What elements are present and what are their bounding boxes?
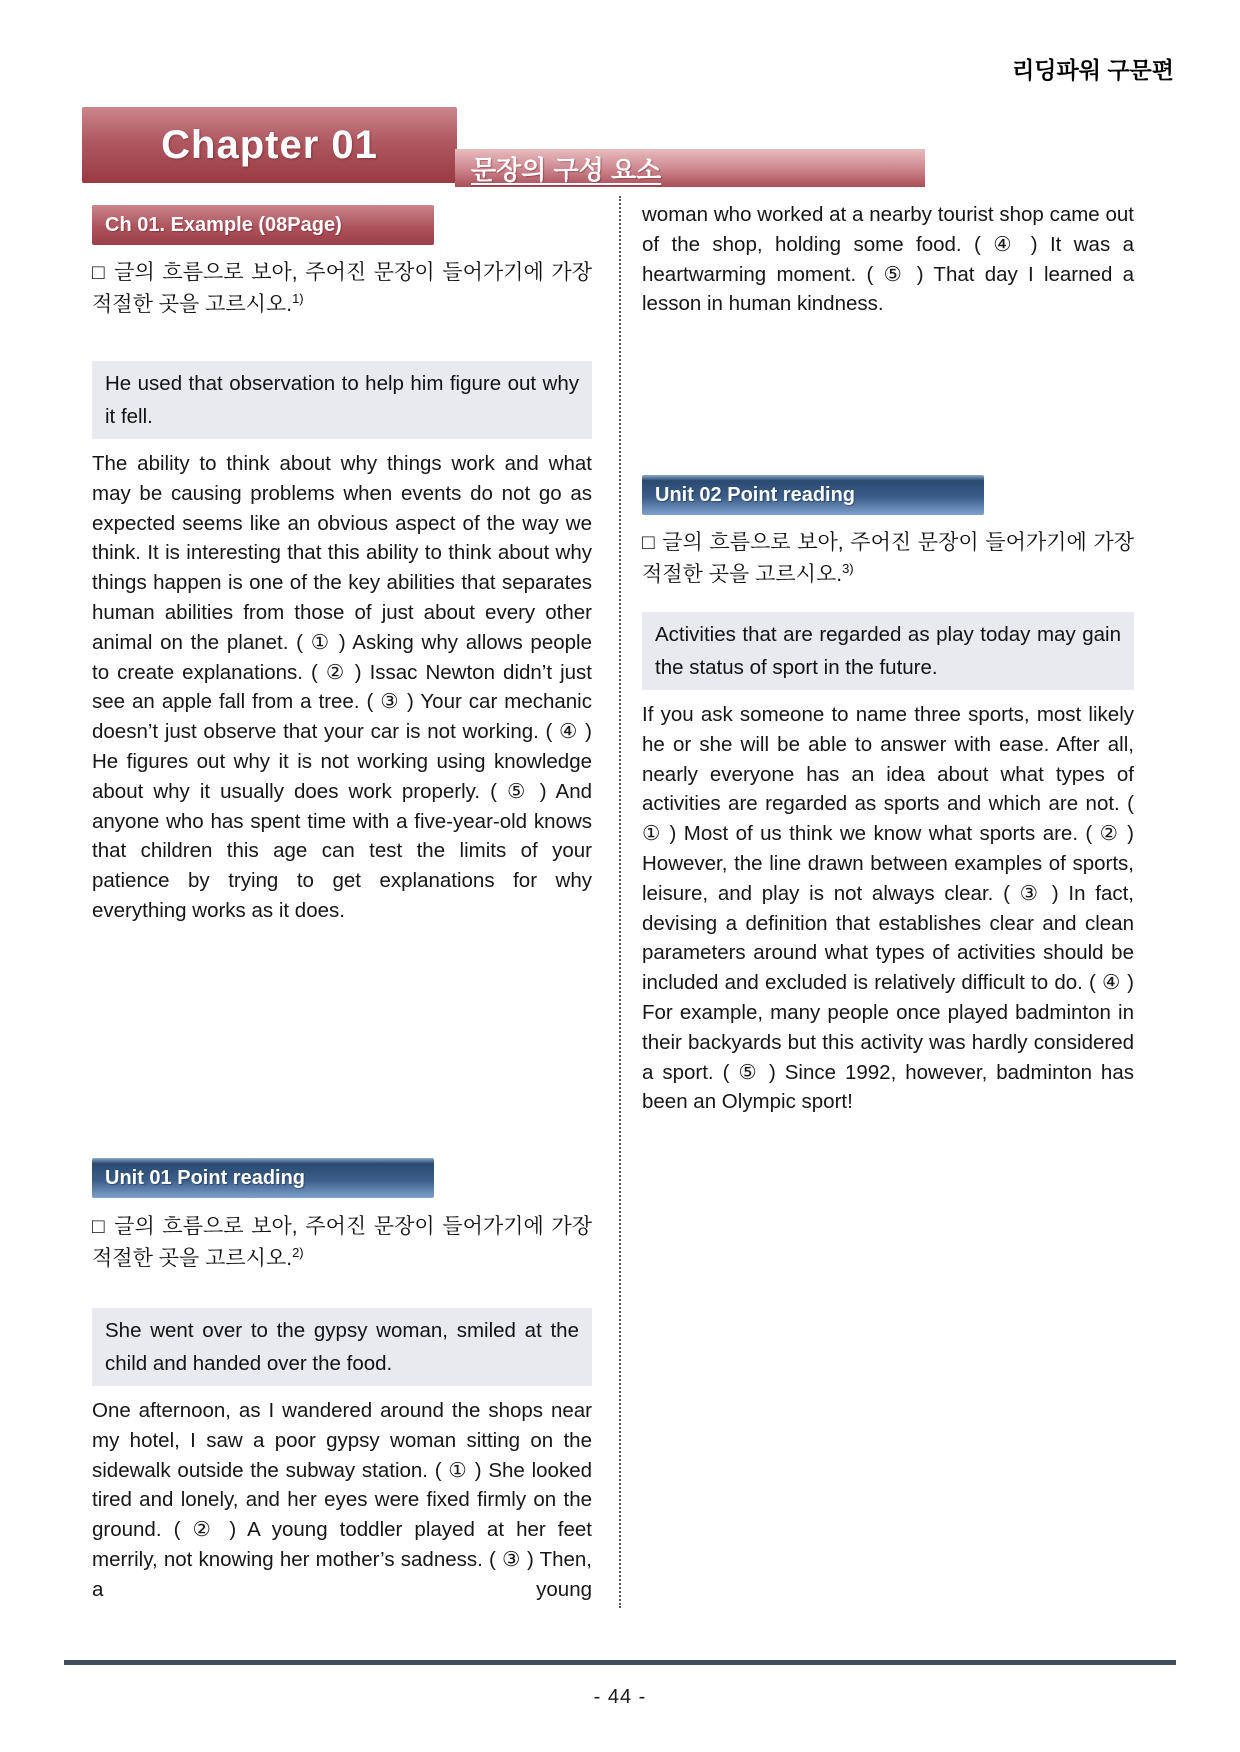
chapter-subtitle: 문장의 구성 요소 xyxy=(471,154,662,185)
unit01-section-header-label: Unit 01 Point reading xyxy=(105,1166,306,1189)
example-instruction-note: 1) xyxy=(292,291,304,306)
unit01-passage-continued: woman who worked at a nearby tourist shop came out of the shop, holding some food. ( ④ ) It was a heartwarming moment. ( ⑤ ) That day I learned a lesson in human kindness. xyxy=(642,203,1134,316)
unit02-given-sentence: Activities that are regarded as play today may gain the status of sport in the future. xyxy=(655,623,1121,679)
unit01-given-sentence: She went over to the gypsy woman, smiled at the child and handed over the food. xyxy=(105,1319,579,1375)
footer-rule xyxy=(64,1660,1176,1665)
column-divider xyxy=(619,196,621,1608)
unit02-given-sentence-box xyxy=(642,612,1134,690)
unit01-instruction xyxy=(92,1211,592,1275)
unit01-instruction-text: □ 글의 흐름으로 보아, 주어진 문장이 들어가기에 가장 적절한 곳을 고르시오. xyxy=(92,1215,592,1270)
unit02-instruction-text: □ 글의 흐름으로 보아, 주어진 문장이 들어가기에 가장 적절한 곳을 고르시오. xyxy=(642,531,1134,586)
chapter-subtitle-banner xyxy=(455,149,925,187)
example-instruction-text: □ 글의 흐름으로 보아, 주어진 문장이 들어가기에 가장 적절한 곳을 고르시오. xyxy=(92,261,592,316)
unit01-passage-left: One afternoon, as I wandered around the shops near my hotel, I saw a poor gypsy woman sitting on the sidewalk outside the subway station. ( ① ) She looked tired and lonely, and her eyes were fixed firmly on the ground. ( ② ) A young toddler played at her feet merrily, not knowing her mother’s sadness. ( ③ ) Then, a young xyxy=(92,1399,592,1601)
unit01-given-sentence-box xyxy=(92,1308,592,1386)
example-section-header xyxy=(92,205,434,245)
unit01-section-header xyxy=(92,1158,434,1198)
unit02-section-header-label: Unit 02 Point reading xyxy=(655,483,856,506)
unit02-passage: If you ask someone to name three sports, most likely he or she will be able to answer with ease. After all, nearly everyone has an idea about what types of activities are regarded as sports and which are not. ( ① ) Most of us think we know what sports are. ( ② ) However, the line drawn between examples of sports, leisure, and play is not always clear. ( ③ ) In fact, devising a definition that establishes clear and clean parameters around what types of activities should be included and excluded is relatively difficult to do. ( ④ ) For example, many people once played badminton in their backyards but this activity was hardly considered a sport. ( ⑤ ) Since 1992, however, badminton has been an Olympic sport! xyxy=(642,703,1134,1114)
example-instruction xyxy=(92,257,592,321)
example-given-sentence-box xyxy=(92,361,592,439)
example-section-header-label: Ch 01. Example (08Page) xyxy=(105,213,342,236)
unit02-section-header xyxy=(642,475,984,515)
unit02-instruction-note: 3) xyxy=(842,561,854,576)
chapter-title: Chapter 01 xyxy=(161,122,378,167)
book-title: 리딩파워 구문편 xyxy=(1012,57,1174,83)
chapter-title-banner xyxy=(82,107,457,183)
page-number: - 44 - xyxy=(593,1686,647,1708)
unit01-instruction-note: 2) xyxy=(292,1245,304,1260)
example-passage: The ability to think about why things work and what may be causing problems when events do not go as expected seems like an obvious aspect of the way we think. It is interesting that this ability to think about why things happen is one of the key abilities that separates human abilities from those of just about every other animal on the planet. ( ① ) Asking why allows people to create explanations. ( ② ) Issac Newton didn’t just see an apple fall from a tree. ( ③ ) Your car mechanic doesn’t just observe that your car is not working. ( ④ ) He figures out why it is not working using knowledge about why it usually does work properly. ( ⑤ ) And anyone who has spent time with a five-year-old knows that children this age can test the limits of your patience by trying to get explanations for why everything works as it does. xyxy=(92,452,592,922)
example-given-sentence: He used that observation to help him figure out why it fell. xyxy=(105,372,579,428)
unit02-instruction xyxy=(642,527,1134,591)
